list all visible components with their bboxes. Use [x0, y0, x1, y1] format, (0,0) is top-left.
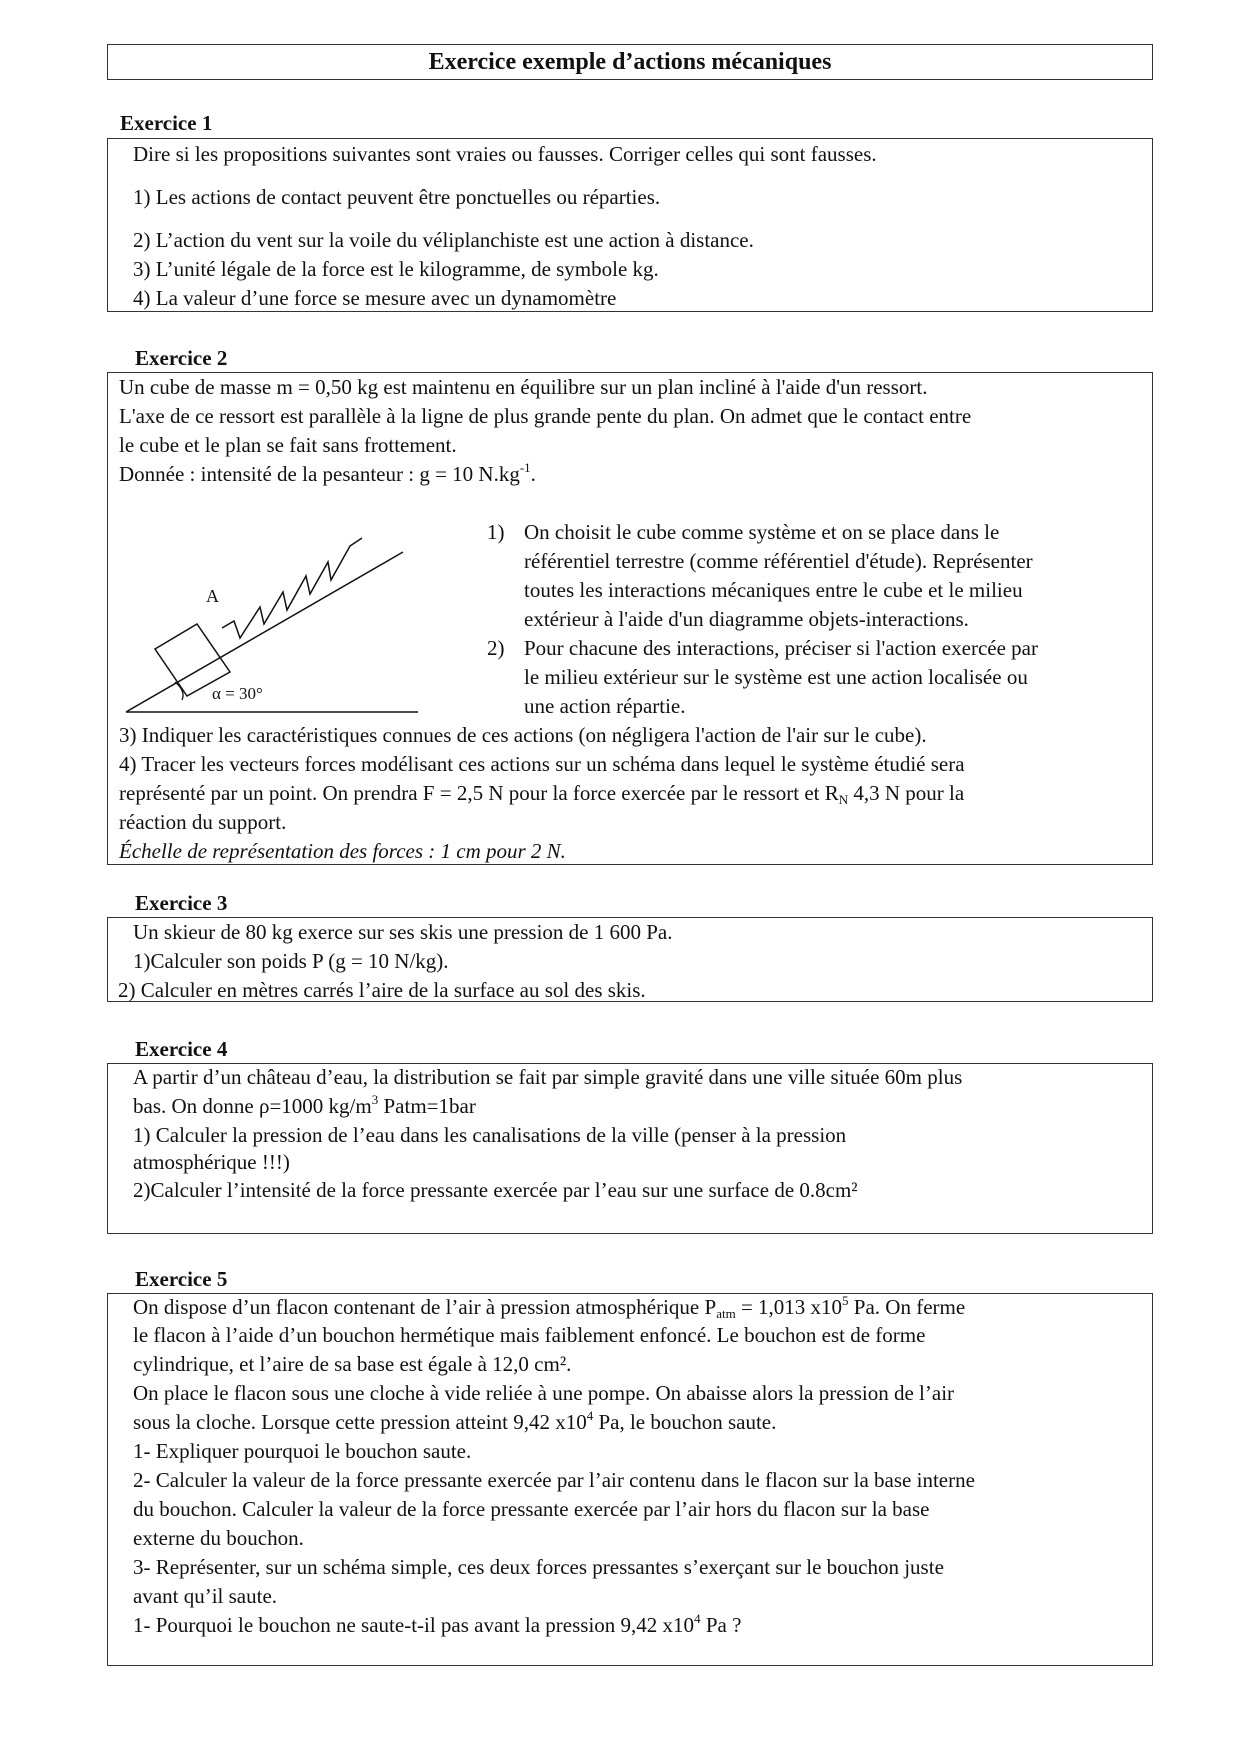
ex2-heading: Exercice 2 — [135, 346, 228, 370]
ex2-q2-line-1: Pour chacune des interactions, préciser si l'action exercée par — [524, 636, 1038, 660]
ex2-q1-line-3: toutes les interactions mécaniques entre le cube et le milieu — [524, 578, 1023, 602]
ex4-line-2-tail: Patm=1bar — [378, 1094, 476, 1118]
ex2-q2-line-3: une action répartie. — [524, 694, 686, 718]
ex2-donnee-text: Donnée : intensité de la pesanteur : g = 10 N.kg — [119, 462, 520, 486]
ex2-scale: Échelle de représentation des forces : 1 cm pour 2 N. — [119, 839, 566, 863]
ex2-q4-line-1: 4) Tracer les vecteurs forces modélisant ces actions sur un schéma dans lequel le système étudié sera — [119, 752, 965, 776]
ex5-line-12 — [133, 1612, 741, 1639]
ex2-q1-line-4: extérieur à l'aide d'un diagramme objets-interactions. — [524, 607, 969, 631]
ex4-line-1: A partir d’un château d’eau, la distribution se fait par simple gravité dans une ville située 60m plus — [133, 1065, 963, 1089]
ex4-line-4: atmosphérique !!!) — [133, 1150, 290, 1174]
ex2-q3: 3) Indiquer les caractéristiques connues de ces actions (on négligera l'action de l'air sur le cube). — [119, 723, 927, 747]
ex5-line-5-tail: Pa, le bouchon saute. — [593, 1410, 777, 1434]
ex4-line-3: 1) Calculer la pression de l’eau dans les canalisations de la ville (penser à la pression — [133, 1123, 847, 1147]
ex5-line-10: 3- Représenter, sur un schéma simple, ces deux forces pressantes s’exerçant sur le bouchon juste — [133, 1555, 944, 1579]
ex5-line-7: 2- Calculer la valeur de la force pressante exercée par l’air contenu dans le flacon sur la base interne — [133, 1468, 975, 1492]
page-title: Exercice exemple d’actions mécaniques — [428, 49, 832, 75]
ex1-intro: Dire si les propositions suivantes sont vraies ou fausses. Corriger celles qui sont fausses. — [133, 142, 877, 166]
ex2-q1-number: 1) — [487, 520, 505, 544]
title-box — [107, 44, 1153, 80]
ex4-line-2-text: bas. On donne ρ=1000 kg/m — [133, 1094, 372, 1118]
ex1-item-1: 1) Les actions de contact peuvent être ponctuelles ou réparties. — [133, 185, 661, 209]
ex5-line-5-exp: 4 — [586, 1408, 594, 1423]
ex5-line-6: 1- Expliquer pourquoi le bouchon saute. — [133, 1439, 472, 1463]
ex2-q2-line-2: le milieu extérieur sur le système est une action localisée ou — [524, 665, 1028, 689]
ex2-q4-sub: N — [838, 792, 849, 807]
ex5-line-5 — [133, 1409, 776, 1436]
ex5-line-11: avant qu’il saute. — [133, 1584, 278, 1608]
ex5-line-1-sub: atm — [716, 1306, 736, 1321]
ex5-line-1-text: On dispose d’un flacon contenant de l’air à pression atmosphérique P — [133, 1295, 717, 1319]
ex5-line-1-exp: 5 — [842, 1293, 849, 1308]
ex3-line-2: 1)Calculer son poids P (g = 10 N/kg). — [133, 949, 449, 973]
ex2-q4-line-3: réaction du support. — [119, 810, 287, 834]
ex2-q2-number: 2) — [487, 636, 505, 660]
ex5-line-12-tail: Pa ? — [700, 1613, 742, 1637]
ex4-line-2-exp: 3 — [371, 1092, 379, 1107]
ex5-line-1-tail: Pa. On ferme — [848, 1295, 966, 1319]
ex2-intro-3: le cube et le plan se fait sans frottement. — [119, 433, 457, 457]
ex2-q1-line-2: référentiel terrestre (comme référentiel d'étude). Représenter — [524, 549, 1033, 573]
ex2-intro-2: L'axe de ce ressort est parallèle à la ligne de plus grande pente du plan. On admet que le contact entre — [119, 404, 972, 428]
ex1-item-3: 3) L’unité légale de la force est le kilogramme, de symbole kg. — [133, 257, 659, 281]
ex5-line-2: le flacon à l’aide d’un bouchon hermétique mais faiblement enfoncé. Le bouchon est de forme — [133, 1323, 926, 1347]
ex5-line-12-exp: 4 — [694, 1611, 701, 1626]
ex1-item-2: 2) L’action du vent sur la voile du véliplanchiste est une action à distance. — [133, 228, 754, 252]
diagram-angle-label: α = 30° — [212, 684, 263, 703]
ex5-line-1 — [133, 1294, 965, 1321]
ex2-q4-line-2-tail: 4,3 N pour la — [848, 781, 965, 805]
ex5-line-9: externe du bouchon. — [133, 1526, 304, 1550]
ex2-donnee-exp: -1 — [519, 460, 531, 475]
ex2-intro-1: Un cube de masse m = 0,50 kg est maintenu en équilibre sur un plan incliné à l'aide d'un ressort. — [119, 375, 928, 399]
ex1-heading: Exercice 1 — [120, 111, 213, 135]
ex5-line-5-text: sous la cloche. Lorsque cette pression atteint 9,42 x10 — [133, 1410, 587, 1434]
incline-line — [126, 552, 403, 712]
ex2-donnee-suffix: . — [530, 462, 536, 486]
diagram-label-a: A — [206, 586, 219, 606]
ex4-line-5: 2)Calculer l’intensité de la force pressante exercée par l’eau sur une surface de 0.8cm² — [133, 1178, 858, 1202]
ex2-q4-line-2 — [119, 780, 964, 807]
ex2-donnee — [119, 461, 536, 488]
ex3-line-3: 2) Calculer en mètres carrés l’aire de la surface au sol des skis. — [118, 978, 646, 1002]
ex1-item-4: 4) La valeur d’une force se mesure avec un dynamomètre — [133, 286, 617, 310]
ex5-line-8: du bouchon. Calculer la valeur de la force pressante exercée par l’air hors du flacon sur la base — [133, 1497, 930, 1521]
ex2-q1-line-1: On choisit le cube comme système et on se place dans le — [524, 520, 1000, 544]
ex5-line-4: On place le flacon sous une cloche à vide reliée à une pompe. On abaisse alors la pression de l’air — [133, 1381, 955, 1405]
ex3-line-1: Un skieur de 80 kg exerce sur ses skis une pression de 1 600 Pa. — [133, 920, 673, 944]
ex4-heading: Exercice 4 — [135, 1037, 228, 1061]
inclined-plane-diagram — [118, 524, 418, 724]
ex2-q4-line-2-text: représenté par un point. On prendra F = 2,5 N pour la force exercée par le ressort et R — [119, 781, 839, 805]
ex5-line-3: cylindrique, et l’aire de sa base est égale à 12,0 cm². — [133, 1352, 572, 1376]
ex5-line-1-mid: = 1,013 x10 — [735, 1295, 843, 1319]
ex5-heading: Exercice 5 — [135, 1267, 228, 1291]
ex3-heading: Exercice 3 — [135, 891, 228, 915]
ex5-line-12-text: 1- Pourquoi le bouchon ne saute-t-il pas avant la pression 9,42 x10 — [133, 1613, 695, 1637]
ex4-line-2 — [133, 1093, 476, 1120]
